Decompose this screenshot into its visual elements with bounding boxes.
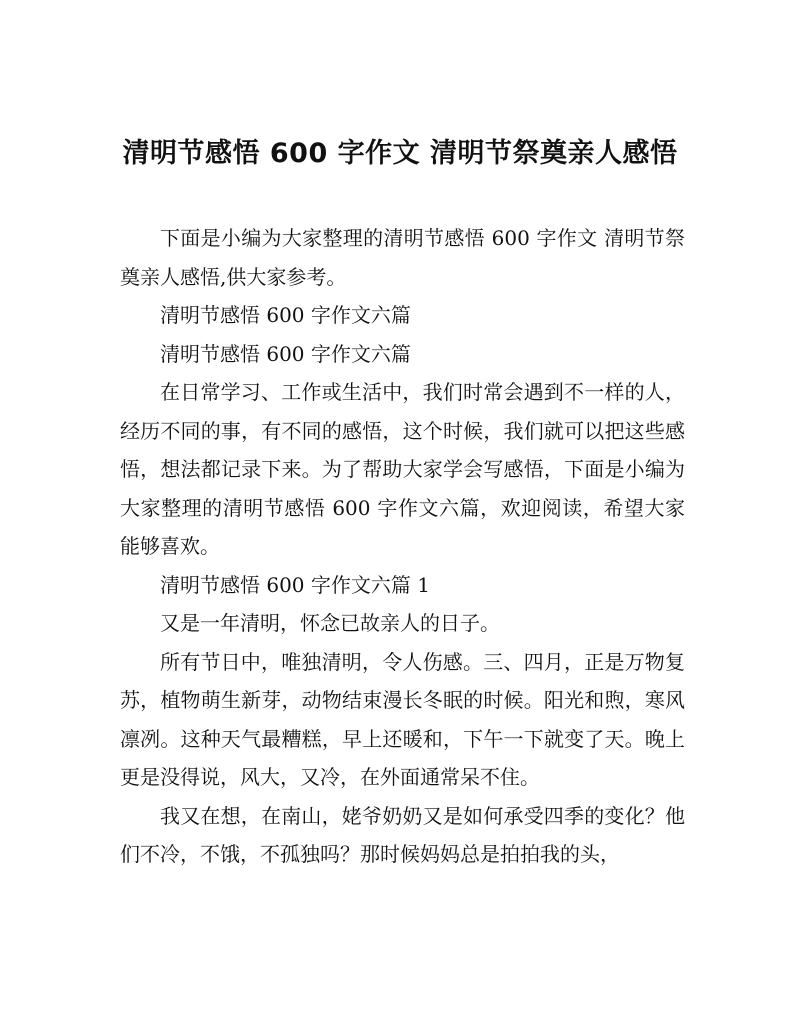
paragraph-preface: 在日常学习、工作或生活中，我们时常会遇到不一样的人，经历不同的事，有不同的感悟，这个时候，我们就可以把这些感悟，想法都记录下来。为了帮助大家学会写感悟，下面是小编为大家整理的清明节感悟 600 字作文六篇，欢迎阅读，希望大家能够喜欢。 [120, 380, 685, 558]
paragraph-subtitle: 清明节感悟 600 字作文六篇 [160, 303, 411, 327]
paragraph-section-heading: 清明节感悟 600 字作文六篇 1 [160, 572, 430, 597]
document-title: 清明节感悟 600 字作文 清明节祭奠亲人感悟 [122, 138, 678, 169]
paragraph-opening: 又是一年清明，怀念已故亲人的日子。 [160, 611, 500, 635]
paragraph-season: 所有节日中，唯独清明，令人伤感。三、四月，正是万物复苏，植物萌生新芽，动物结束漫长冬眠的时候。阳光和煦，寒风凛冽。这种天气最糟糕，早上还暖和，下午一下就变了天。晚上更是没得说，风大，又冷，在外面通常呆不住。 [120, 649, 685, 789]
paragraph-memory: 我又在想，在南山，姥爷奶奶又是如何承受四季的变化？他们不冷，不饿，不孤独吗？那时候妈妈总是拍拍我的头， [120, 803, 685, 866]
paragraph-subtitle-repeat: 清明节感悟 600 字作文六篇 [160, 341, 411, 366]
paragraph-intro: 下面是小编为大家整理的清明节感悟 600 字作文 清明节祭奠亲人感悟,供大家参考。 [120, 226, 685, 289]
document-body [120, 219, 685, 874]
